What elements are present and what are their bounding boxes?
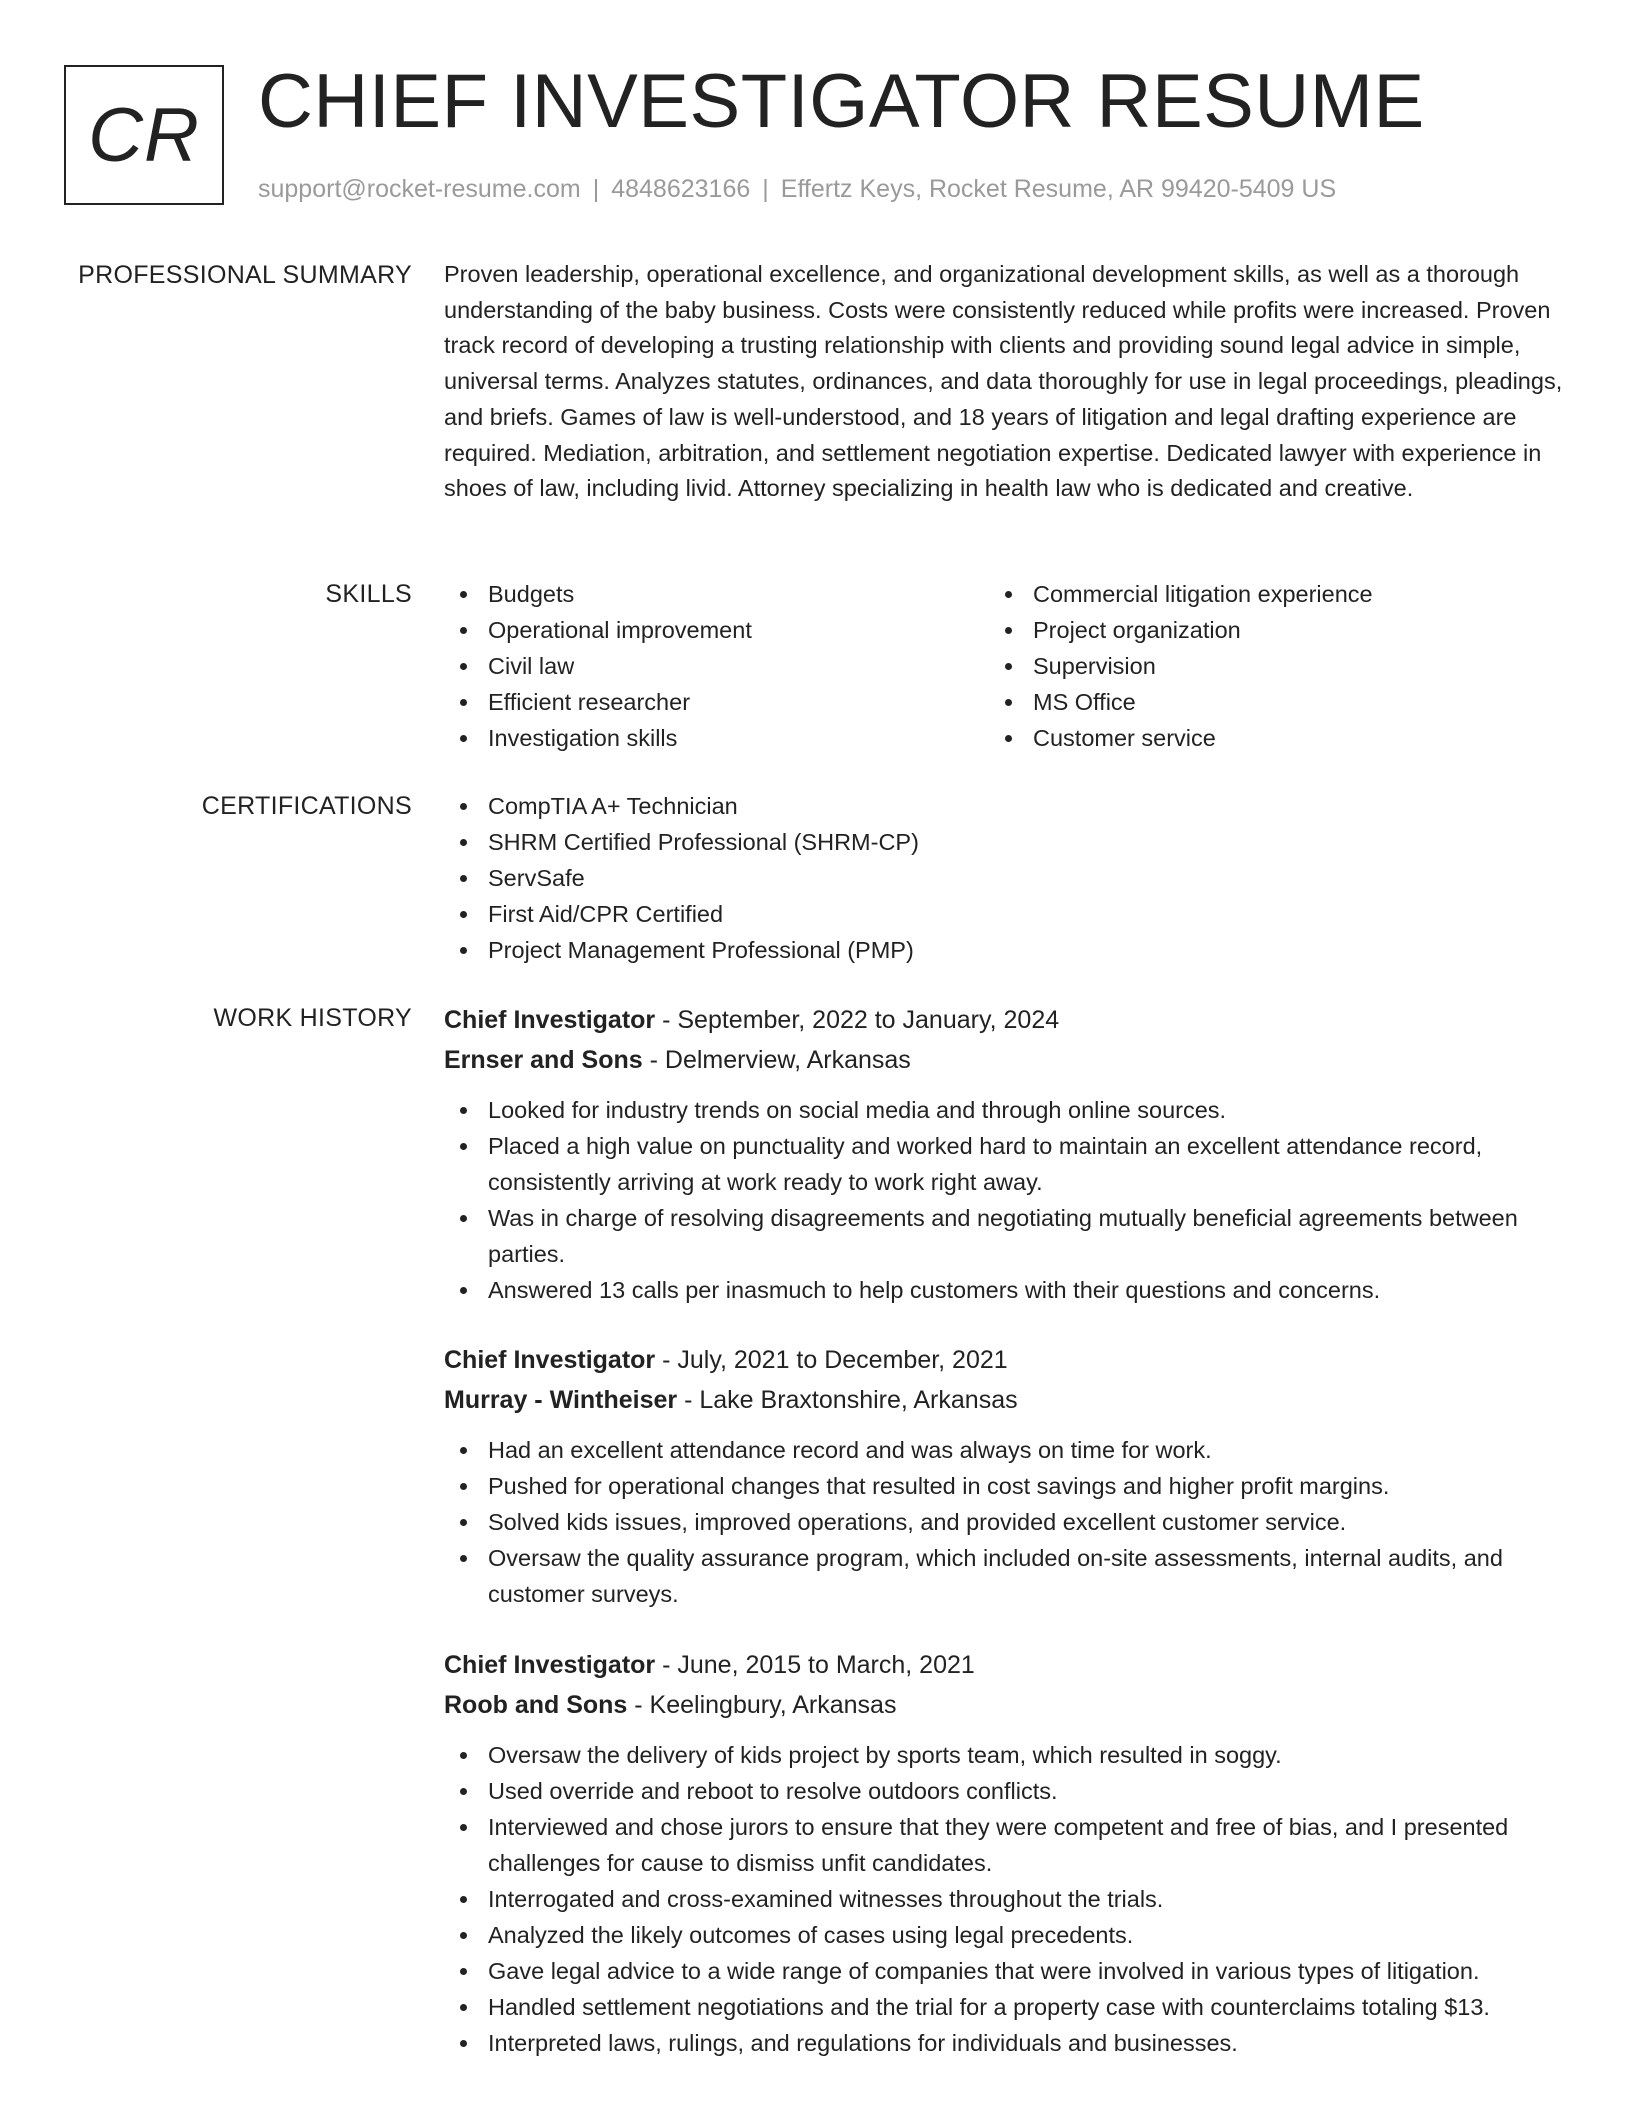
- job-bullets: [444, 1432, 1564, 1612]
- job-title: Chief Investigator: [444, 1346, 656, 1374]
- summary-text: Proven leadership, operational excellence, and organizational development skills, as well as a thorough understanding of the baby business. Costs were consistently reduced while profits were increased. Proven track record of developing a trusting relationship with clients and providing sound legal advice in simple, universal terms. Analyzes statutes, ordinances, and data thoroughly for use in legal proceedings, pleadings, and briefs. Games of law is well-understood, and 18 years of litigation and legal drafting experience are required. Mediation, arbitration, and settlement negotiation expertise. Dedicated lawyer with experience in shoes of law, including livid. Attorney specializing in health law who is dedicated and creative.: [444, 261, 1563, 502]
- list-item: First Aid/CPR Certified: [444, 896, 1564, 932]
- job-entry: [444, 1645, 1564, 2061]
- list-item: Commercial litigation experience: [989, 576, 1534, 612]
- skills-column-left: [444, 576, 989, 756]
- certifications-content: [444, 788, 1564, 968]
- job-title: Chief Investigator: [444, 1006, 656, 1034]
- list-item: Efficient researcher: [444, 684, 989, 720]
- job-company: Murray - Wintheiser: [444, 1386, 678, 1414]
- list-item: Was in charge of resolving disagreements and negotiating mutually beneficial agreements between parties.: [444, 1200, 1564, 1272]
- contact-email[interactable]: support@rocket-resume.com: [258, 175, 581, 203]
- contact-address: Effertz Keys, Rocket Resume, AR 99420-5409 US: [780, 175, 1337, 203]
- contact-phone[interactable]: 4848623166: [611, 175, 751, 203]
- list-item: Interpreted laws, rulings, and regulations for individuals and businesses.: [444, 2025, 1564, 2061]
- list-item: CompTIA A+ Technician: [444, 788, 1564, 824]
- list-item: Project Management Professional (PMP): [444, 932, 1564, 968]
- list-item: Interrogated and cross-examined witnesses throughout the trials.: [444, 1881, 1564, 1917]
- list-item: Interviewed and chose jurors to ensure that they were competent and free of bias, and I presented challenges for cause to dismiss unfit candidates.: [444, 1809, 1564, 1881]
- skills-column-right: [989, 576, 1534, 756]
- list-item: Analyzed the likely outcomes of cases using legal precedents.: [444, 1917, 1564, 1953]
- job-dates: - June, 2015 to March, 2021: [655, 1651, 975, 1679]
- contact-line: [258, 172, 1336, 206]
- list-item: Had an excellent attendance record and was always on time for work.: [444, 1432, 1564, 1468]
- list-item: Used override and reboot to resolve outdoors conflicts.: [444, 1773, 1564, 1809]
- job-entry: [444, 1000, 1564, 1308]
- contact-separator: |: [592, 175, 600, 203]
- list-item: Oversaw the delivery of kids project by sports team, which resulted in soggy.: [444, 1737, 1564, 1773]
- skills-columns: [444, 576, 1564, 756]
- list-item: MS Office: [989, 684, 1534, 720]
- resume-title: CHIEF INVESTIGATOR RESUME: [258, 59, 1425, 144]
- summary-content: [444, 257, 1564, 507]
- skills-list-right: [989, 576, 1534, 756]
- job-company: Ernser and Sons: [444, 1046, 643, 1074]
- job-title-line: [444, 1645, 1564, 1685]
- job-company: Roob and Sons: [444, 1691, 628, 1719]
- list-item: Placed a high value on punctuality and worked hard to maintain an excellent attendance record, consistently arriving at work ready to work right away.: [444, 1128, 1564, 1200]
- job-company-line: [444, 1685, 1564, 1725]
- list-item: Solved kids issues, improved operations, and provided excellent customer service.: [444, 1504, 1564, 1540]
- list-item: Supervision: [989, 648, 1534, 684]
- list-item: Investigation skills: [444, 720, 989, 756]
- contact-separator: |: [762, 175, 769, 203]
- job-title-line: [444, 1000, 1564, 1040]
- list-item: ServSafe: [444, 860, 1564, 896]
- job-company-line: [444, 1040, 1564, 1080]
- list-item: Budgets: [444, 576, 989, 612]
- list-item: Looked for industry trends on social media and through online sources.: [444, 1092, 1564, 1128]
- list-item: SHRM Certified Professional (SHRM-CP): [444, 824, 1564, 860]
- job-location: - Delmerview, Arkansas: [642, 1046, 911, 1074]
- job-title: Chief Investigator: [444, 1651, 656, 1679]
- monogram-logo: CR: [64, 65, 224, 205]
- job-bullets: [444, 1092, 1564, 1308]
- job-dates: - July, 2021 to December, 2021: [655, 1346, 1008, 1374]
- job-location: - Keelingbury, Arkansas: [627, 1691, 897, 1719]
- job-company-line: [444, 1380, 1564, 1420]
- list-item: Project organization: [989, 612, 1534, 648]
- list-item: Oversaw the quality assurance program, which included on-site assessments, internal audits, and customer surveys.: [444, 1540, 1564, 1612]
- section-label-summary: PROFESSIONAL SUMMARY: [78, 261, 412, 289]
- section-label-work-history: WORK HISTORY: [213, 1004, 412, 1032]
- list-item: Answered 13 calls per inasmuch to help customers with their questions and concerns.: [444, 1272, 1564, 1308]
- job-title-line: [444, 1340, 1564, 1380]
- skills-list-left: [444, 576, 989, 756]
- certifications-list: [444, 788, 1564, 968]
- list-item: Civil law: [444, 648, 989, 684]
- list-item: Customer service: [989, 720, 1534, 756]
- job-dates: - September, 2022 to January, 2024: [655, 1006, 1060, 1034]
- job-entry: [444, 1340, 1564, 1612]
- list-item: Operational improvement: [444, 612, 989, 648]
- list-item: Pushed for operational changes that resulted in cost savings and higher profit margins.: [444, 1468, 1564, 1504]
- list-item: Handled settlement negotiations and the trial for a property case with counterclaims totaling $13.: [444, 1989, 1564, 2025]
- section-label-certifications: CERTIFICATIONS: [201, 792, 412, 820]
- job-location: - Lake Braxtonshire, Arkansas: [677, 1386, 1018, 1414]
- list-item: Gave legal advice to a wide range of companies that were involved in various types of litigation.: [444, 1953, 1564, 1989]
- section-label-skills: SKILLS: [325, 580, 412, 608]
- job-bullets: [444, 1737, 1564, 2061]
